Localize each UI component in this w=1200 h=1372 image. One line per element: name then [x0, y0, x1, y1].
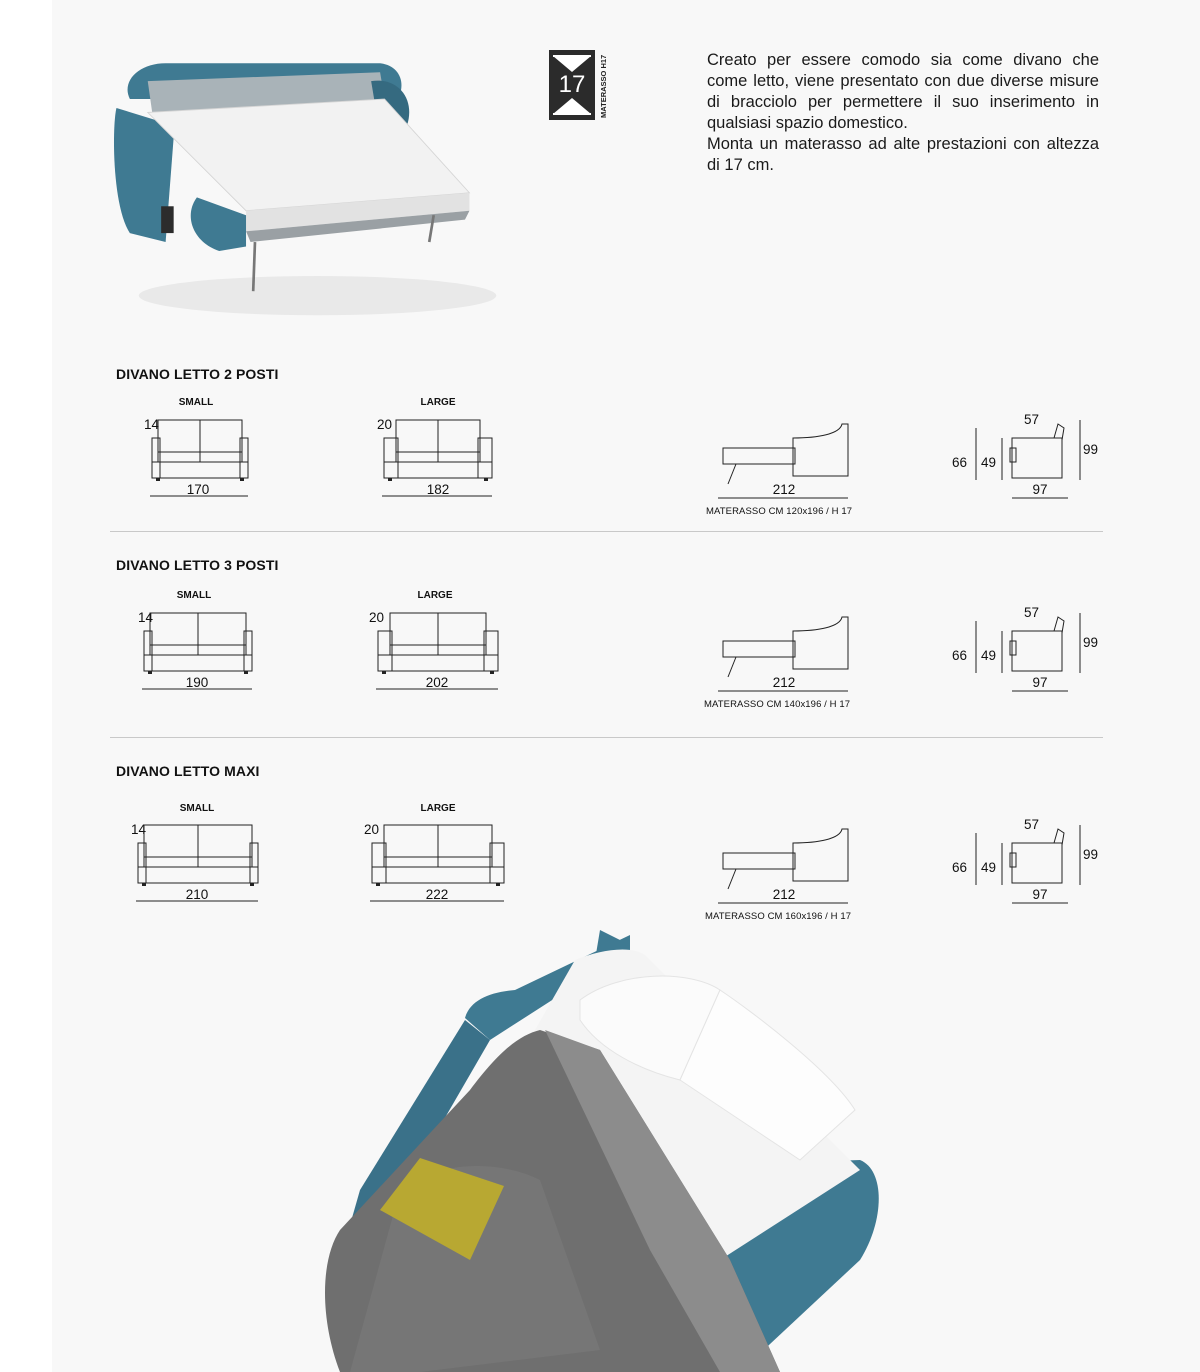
- open-length-dim: 212: [772, 482, 796, 497]
- large-arm-dim: 20: [369, 610, 385, 625]
- side-seat-height-dim: 49: [981, 648, 997, 663]
- sofa-bed-open-photo: [112, 20, 532, 330]
- open-length-dim: 212: [772, 675, 796, 690]
- side-seat-depth-dim: 57: [1024, 412, 1040, 427]
- large-arm-dim: 20: [364, 822, 380, 837]
- large-arm-dim: 20: [377, 417, 393, 432]
- side-back-height-dim: 66: [952, 648, 968, 663]
- side-seat-depth-dim: 57: [1024, 605, 1040, 620]
- section-divider: [110, 737, 1103, 738]
- side-back-height-dim: 66: [952, 455, 968, 470]
- small-label: SMALL: [176, 590, 212, 601]
- small-arm-dim: 14: [138, 610, 154, 625]
- small-label: SMALL: [178, 397, 214, 408]
- large-width-dim: 222: [425, 887, 449, 902]
- section-divider: [110, 531, 1103, 532]
- small-arm-dim: 14: [131, 822, 147, 837]
- side-total-height-dim: 99: [1083, 635, 1099, 650]
- large-label: LARGE: [417, 590, 453, 601]
- side-depth-dim: 97: [1032, 887, 1048, 902]
- section-title: DIVANO LETTO 2 POSTI: [116, 366, 279, 382]
- side-depth-dim: 97: [1032, 675, 1048, 690]
- side-total-height-dim: 99: [1083, 442, 1099, 457]
- intro-paragraph-2: Monta un materasso ad alte prestazioni con altezza di 17 cm.: [707, 135, 1099, 174]
- large-label: LARGE: [420, 397, 456, 408]
- badge-side-text: MATERASSO H17: [599, 54, 608, 118]
- mattress-height-badge: [549, 50, 609, 120]
- large-label: LARGE: [420, 803, 456, 814]
- section-title: DIVANO LETTO 3 POSTI: [116, 557, 279, 573]
- small-label: SMALL: [179, 803, 215, 814]
- small-width-dim: 210: [185, 887, 209, 902]
- mattress-size: MATERASSO CM 140x196 / H 17: [704, 699, 851, 710]
- small-width-dim: 190: [185, 675, 209, 690]
- section-title: DIVANO LETTO MAXI: [116, 763, 260, 779]
- side-back-height-dim: 66: [952, 860, 968, 875]
- intro-text: [707, 50, 1099, 176]
- large-width-dim: 182: [426, 482, 450, 497]
- sofa-bed-top-view-photo: [300, 930, 890, 1372]
- small-width-dim: 170: [186, 482, 210, 497]
- badge-number: 17: [558, 71, 586, 98]
- side-seat-height-dim: 49: [981, 860, 997, 875]
- side-seat-depth-dim: 57: [1024, 817, 1040, 832]
- side-total-height-dim: 99: [1083, 847, 1099, 862]
- side-seat-height-dim: 49: [981, 455, 997, 470]
- side-depth-dim: 97: [1032, 482, 1048, 497]
- open-length-dim: 212: [772, 887, 796, 902]
- small-arm-dim: 14: [144, 417, 160, 432]
- intro-paragraph-1: Creato per essere comodo sia come divano che come letto, viene presentato con due diverse misure di bracciolo per permettere il suo inserimento in qualsiasi spazio domestico.: [707, 51, 1099, 132]
- mattress-size: MATERASSO CM 160x196 / H 17: [705, 911, 852, 922]
- large-width-dim: 202: [425, 675, 449, 690]
- mattress-size: MATERASSO CM 120x196 / H 17: [706, 506, 853, 517]
